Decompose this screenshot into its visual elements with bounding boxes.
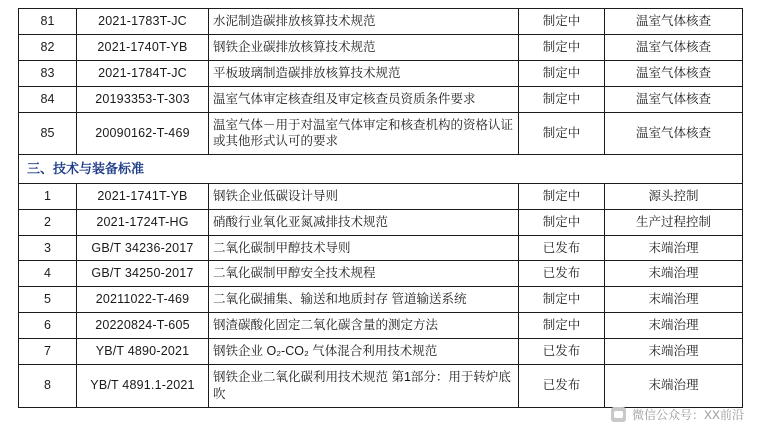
category-label: 末端治理 xyxy=(605,313,743,339)
category-label: 温室气体核查 xyxy=(605,9,743,35)
status-badge: 已发布 xyxy=(519,235,605,261)
row-number: 83 xyxy=(19,60,77,86)
category-label: 末端治理 xyxy=(605,364,743,407)
standard-code: GB/T 34236-2017 xyxy=(77,235,209,261)
category-label: 末端治理 xyxy=(605,261,743,287)
status-badge: 制定中 xyxy=(519,60,605,86)
standard-code: YB/T 4891.1-2021 xyxy=(77,364,209,407)
standard-code: 2021-1724T-HG xyxy=(77,209,209,235)
standard-code: 20220824-T-605 xyxy=(77,313,209,339)
status-badge: 制定中 xyxy=(519,112,605,155)
row-number: 8 xyxy=(19,364,77,407)
table-body xyxy=(19,9,743,408)
table-row xyxy=(19,9,743,35)
row-number: 84 xyxy=(19,86,77,112)
status-badge: 制定中 xyxy=(519,183,605,209)
category-label: 温室气体核查 xyxy=(605,60,743,86)
row-number: 2 xyxy=(19,209,77,235)
watermark xyxy=(611,406,744,423)
table-row xyxy=(19,112,743,155)
standard-name: 二氧化碳制甲醇安全技术规程 xyxy=(209,261,519,287)
standard-code: 2021-1783T-JC xyxy=(77,9,209,35)
row-number: 5 xyxy=(19,287,77,313)
row-number: 3 xyxy=(19,235,77,261)
row-number: 82 xyxy=(19,34,77,60)
standard-name: 钢铁企业低碳设计导则 xyxy=(209,183,519,209)
table-row xyxy=(19,86,743,112)
standard-code: 2021-1784T-JC xyxy=(77,60,209,86)
standard-name: 温室气体审定核查组及审定核查员资质条件要求 xyxy=(209,86,519,112)
row-number: 4 xyxy=(19,261,77,287)
section-heading-row xyxy=(19,155,743,184)
status-badge: 已发布 xyxy=(519,364,605,407)
category-label: 末端治理 xyxy=(605,339,743,365)
standards-document xyxy=(18,8,742,408)
status-badge: 已发布 xyxy=(519,261,605,287)
standard-name: 水泥制造碳排放核算技术规范 xyxy=(209,9,519,35)
category-label: 末端治理 xyxy=(605,287,743,313)
standard-name: 温室气体－用于对温室气体审定和核查机构的资格认证或其他形式认可的要求 xyxy=(209,112,519,155)
standard-code: YB/T 4890-2021 xyxy=(77,339,209,365)
table-row xyxy=(19,313,743,339)
standards-table xyxy=(18,8,743,408)
status-badge: 制定中 xyxy=(519,86,605,112)
category-label: 温室气体核查 xyxy=(605,112,743,155)
wechat-icon xyxy=(611,407,626,422)
standard-name: 二氧化碳制甲醇技术导则 xyxy=(209,235,519,261)
category-label: 生产过程控制 xyxy=(605,209,743,235)
standard-name: 钢铁企业 O₂-CO₂ 气体混合利用技术规范 xyxy=(209,339,519,365)
status-badge: 制定中 xyxy=(519,209,605,235)
standard-code: 20193353-T-303 xyxy=(77,86,209,112)
category-label: 源头控制 xyxy=(605,183,743,209)
standard-name: 硝酸行业氧化亚氮减排技术规范 xyxy=(209,209,519,235)
row-number: 6 xyxy=(19,313,77,339)
row-number: 85 xyxy=(19,112,77,155)
table-row xyxy=(19,235,743,261)
table-row xyxy=(19,261,743,287)
standard-code: 20090162-T-469 xyxy=(77,112,209,155)
standard-name: 二氧化碳捕集、输送和地质封存 管道输送系统 xyxy=(209,287,519,313)
standard-code: GB/T 34250-2017 xyxy=(77,261,209,287)
table-row xyxy=(19,339,743,365)
status-badge: 制定中 xyxy=(519,9,605,35)
status-badge: 制定中 xyxy=(519,287,605,313)
standard-name: 平板玻璃制造碳排放核算技术规范 xyxy=(209,60,519,86)
table-row xyxy=(19,287,743,313)
standard-code: 2021-1740T-YB xyxy=(77,34,209,60)
table-row xyxy=(19,34,743,60)
category-label: 温室气体核查 xyxy=(605,34,743,60)
row-number: 1 xyxy=(19,183,77,209)
category-label: 末端治理 xyxy=(605,235,743,261)
category-label: 温室气体核查 xyxy=(605,86,743,112)
standard-code: 20211022-T-469 xyxy=(77,287,209,313)
standard-name: 钢渣碳酸化固定二氧化碳含量的测定方法 xyxy=(209,313,519,339)
standard-name: 钢铁企业碳排放核算技术规范 xyxy=(209,34,519,60)
standard-name: 钢铁企业二氧化碳利用技术规范 第1部分：用于转炉底吹 xyxy=(209,364,519,407)
table-row xyxy=(19,209,743,235)
status-badge: 已发布 xyxy=(519,339,605,365)
row-number: 81 xyxy=(19,9,77,35)
row-number: 7 xyxy=(19,339,77,365)
section-title: 三、技术与装备标准 xyxy=(19,155,743,184)
table-row xyxy=(19,60,743,86)
status-badge: 制定中 xyxy=(519,313,605,339)
status-badge: 制定中 xyxy=(519,34,605,60)
table-row xyxy=(19,183,743,209)
standard-code: 2021-1741T-YB xyxy=(77,183,209,209)
watermark-label: 微信公众号：XX前沿 xyxy=(631,408,744,422)
table-row xyxy=(19,364,743,407)
